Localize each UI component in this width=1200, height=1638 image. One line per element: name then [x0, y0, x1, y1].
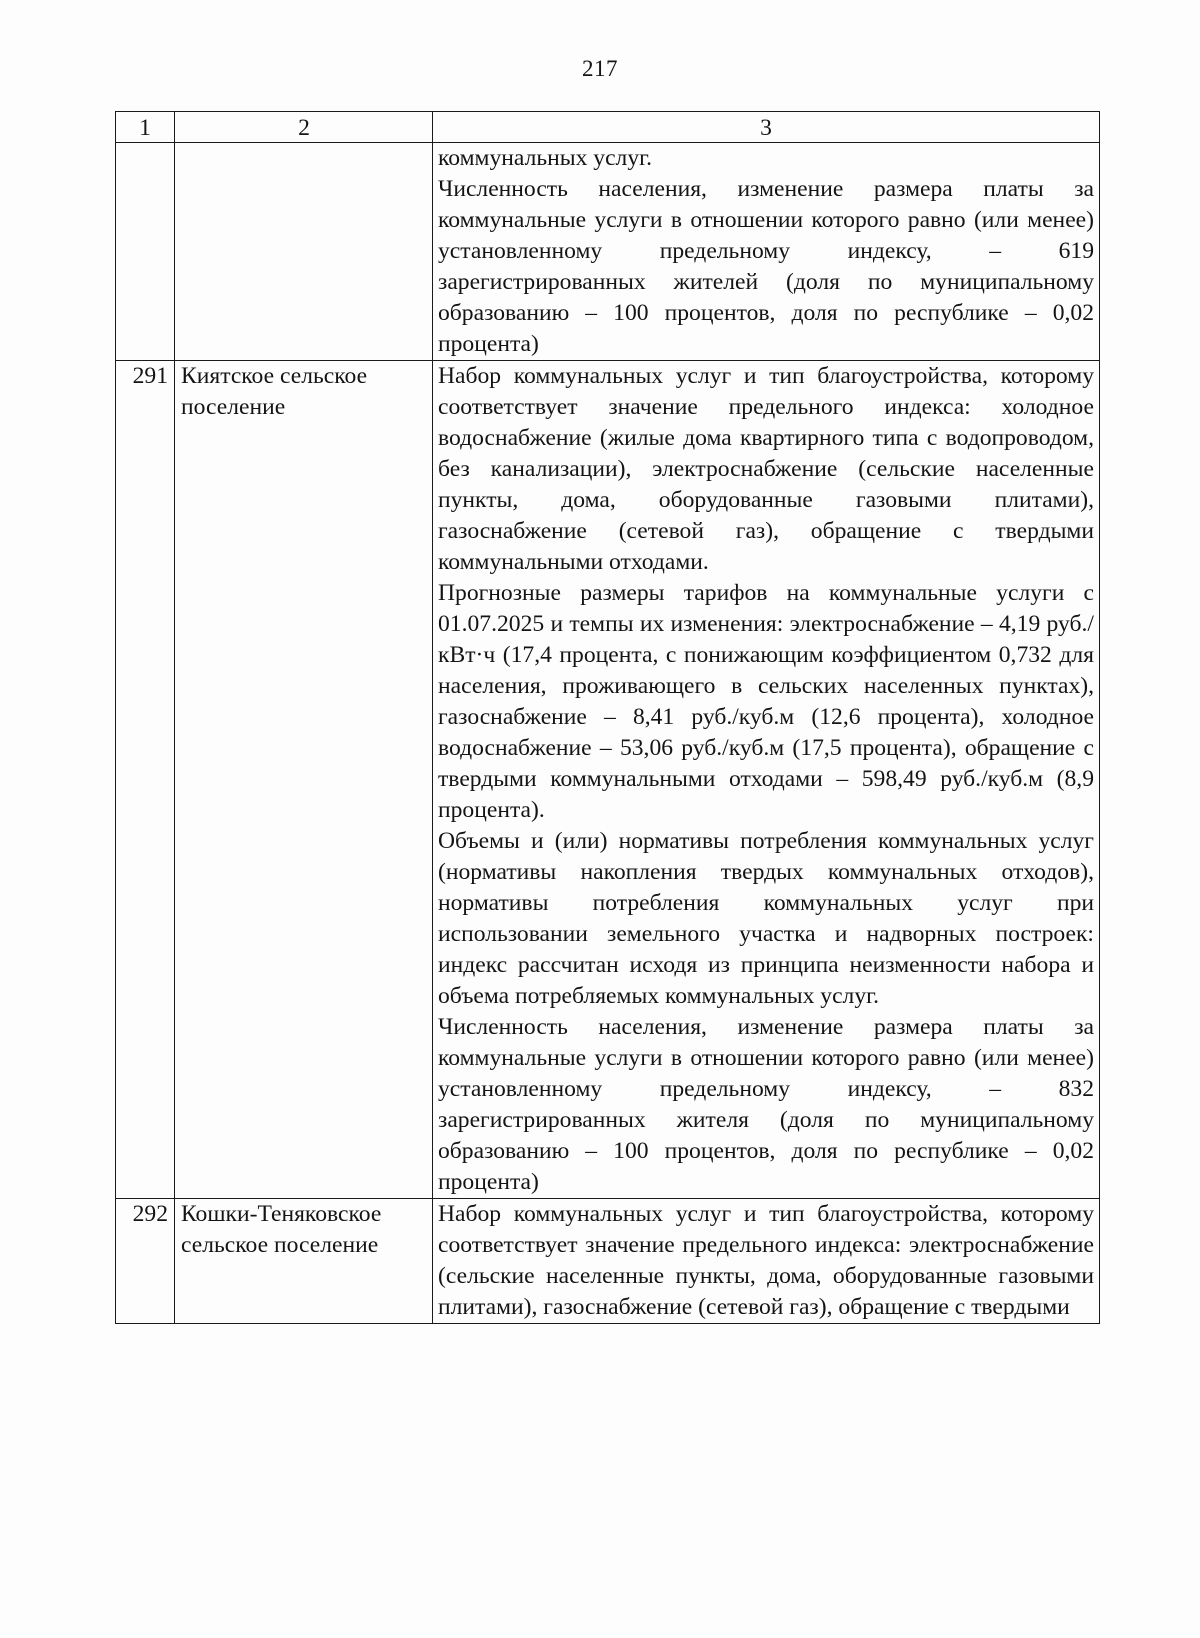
header-col-2: 2 [175, 112, 433, 143]
header-col-1: 1 [116, 112, 175, 143]
row-number: 291 [116, 361, 175, 1199]
header-col-3: 3 [433, 112, 1100, 143]
paragraph: Численность населения, изменение размера платы за коммунальные услуги в отношении которого равно (или менее) установленному предельному индексу, – 832 зарегистрированных жителя (доля по муниципальному образованию – 100 процентов, доля по республике – 0,02 процента) [438, 1014, 1094, 1195]
row-number [116, 143, 175, 361]
paragraph: Объемы и (или) нормативы потребления коммунальных услуг (нормативы накопления твердых коммунальных отходов), нормативы потребления коммунальных услуг при использовании земельного участка и надворных построек: индекс рассчитан исходя из принципа неизменности набора и объема потребляемых коммунальных услуг. [438, 828, 1094, 1009]
paragraph: коммунальных услуг. [438, 145, 653, 171]
description-cell [433, 361, 1100, 1199]
paragraph: Набор коммунальных услуг и тип благоустройства, которому соответствует значение предельного индекса: электроснабжение (сельские населенные пункты, дома, оборудованные газовыми плитами), газоснабжение (сетевой газ), обращение с твердыми [438, 1201, 1094, 1320]
table-row [116, 1199, 1100, 1324]
paragraph: Прогнозные размеры тарифов на коммунальные услуги с 01.07.2025 и темпы их изменения: электроснабжение – 4,19 руб./кВт·ч (17,4 процента, с понижающим коэффициентом 0,732 для населения, проживающего в сельских населенных пунктах), газоснабжение – 8,41 руб./куб.м (12,6 процента), холодное водоснабжение – 53,06 руб./куб.м (17,5 процента), обращение с твердыми коммунальными отходами – 598,49 руб./куб.м (8,9 процента). [438, 580, 1094, 823]
description-cell [433, 1199, 1100, 1324]
table-header-row [116, 112, 1100, 143]
paragraph: Численность населения, изменение размера платы за коммунальные услуги в отношении которого равно (или менее) установленному предельному индексу, – 619 зарегистрированных жителей (доля по муниципальному образованию – 100 процентов, доля по республике – 0,02 процента) [438, 176, 1094, 357]
settlement-name: Кошки-Теняковское сельское поселение [175, 1199, 433, 1324]
settlement-name: Киятское сельское поселение [175, 361, 433, 1199]
table-row [116, 143, 1100, 361]
settlement-name [175, 143, 433, 361]
row-number: 292 [116, 1199, 175, 1324]
page-number: 217 [582, 56, 618, 81]
paragraph: Набор коммунальных услуг и тип благоустройства, которому соответствует значение предельного индекса: холодное водоснабжение (жилые дома квартирного типа с водопроводом, без канализации), электроснабжение (сельские населенные пункты, дома, оборудованные газовыми плитами), газоснабжение (сетевой газ), обращение с твердыми коммунальными отходами. [438, 363, 1094, 575]
tariff-table [115, 111, 1100, 1324]
table-row [116, 361, 1100, 1199]
description-cell [433, 143, 1100, 361]
